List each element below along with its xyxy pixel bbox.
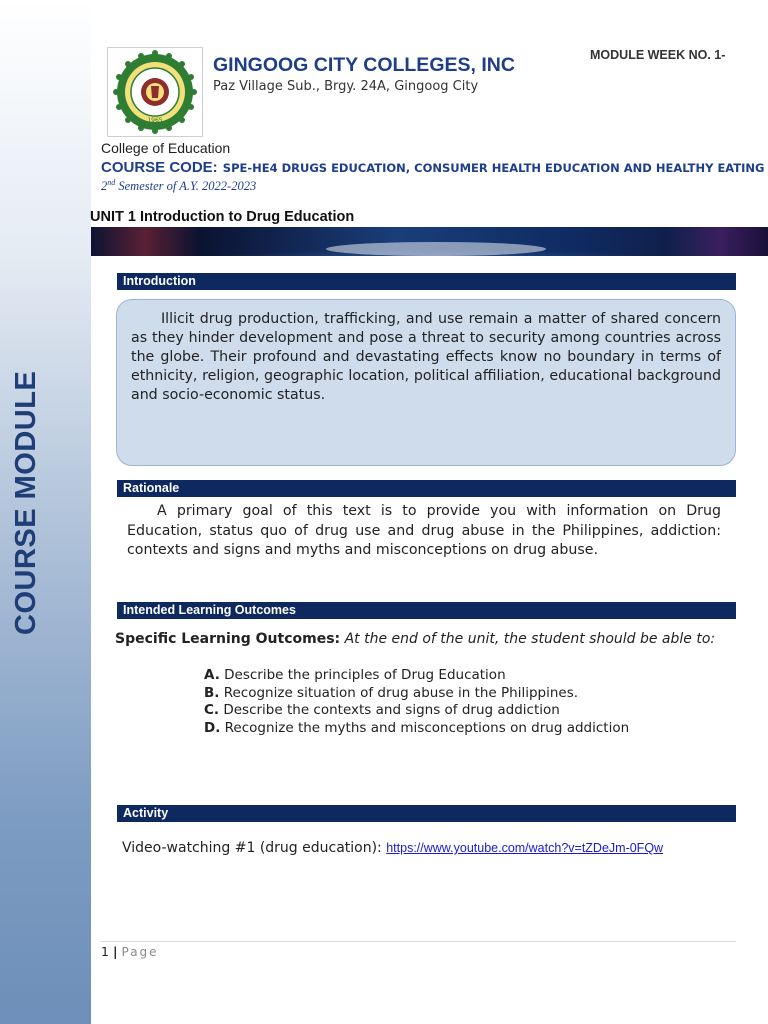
logo-year: 1965 — [147, 117, 163, 124]
list-item: B. Recognize situation of drug abuse in the Philippines. — [204, 684, 579, 701]
activity-text: Video-watching #1 (drug education): https://www.youtube.com/watch?v=tZDeJm-0FQw — [122, 840, 664, 856]
footer-divider — [101, 941, 736, 942]
course-code-label: COURSE CODE: — [101, 159, 218, 176]
list-item: D. Recognize the myths and misconceptions on drug addiction — [204, 719, 630, 736]
college-name: College of Education — [101, 140, 231, 156]
school-name: GINGOOG CITY COLLEGES, INC — [213, 54, 515, 76]
learning-outcomes-header: Intended Learning Outcomes — [117, 602, 736, 619]
specific-learning-outcomes — [115, 631, 715, 647]
page-footer — [101, 944, 159, 959]
page-label: Page — [121, 945, 159, 959]
course-code — [101, 157, 765, 176]
list-item: A. Describe the principles of Drug Education — [204, 667, 506, 683]
specific-outcomes-label: Specific Learning Outcomes: — [115, 631, 341, 647]
page-number: 1 — [101, 944, 109, 959]
objectives-list — [204, 667, 629, 737]
introduction-text: Illicit drug production, trafficking, and use remain a matter of shared concern as they hinder development and pose a threat to security among countries across the globe. Their profound and devastating effects know no boundary in terms of ethnicity, religion, geographic location, political affiliation, educational background and socio-economic status. — [131, 311, 721, 403]
earth-banner — [91, 227, 768, 256]
college-logo — [107, 47, 203, 137]
school-address: Paz Village Sub., Brgy. 24A, Gingoog City — [213, 79, 479, 94]
specific-outcomes-intro: At the end of the unit, the student should be able to: — [344, 631, 716, 647]
list-item: C. Describe the contexts and signs of drug addiction — [204, 702, 560, 718]
module-week: MODULE WEEK NO. 1- — [590, 48, 726, 62]
rationale-text: A primary goal of this text is to provide you with information on Drug Education, status quo of drug use and drug abuse in the Philippines, addiction: contexts and signs and myths and misconceptions on drug abuse. — [127, 503, 721, 558]
sidebar-label: COURSE MODULE — [10, 370, 42, 635]
course-code-value: SPE-HE4 DRUGS EDUCATION, CONSUMER HEALTH EDUCATION AND HEALTHY EATING — [222, 161, 765, 175]
semester: 2nd Semester of A.Y. 2022-2023 — [101, 178, 257, 194]
sidebar — [0, 0, 91, 1024]
rationale-header: Rationale — [117, 480, 736, 497]
video-link[interactable]: https://www.youtube.com/watch?v=tZDeJm-0FQw — [386, 841, 664, 855]
introduction-header: Introduction — [117, 273, 736, 290]
activity-header: Activity — [117, 805, 736, 822]
footer-separator: | — [112, 944, 118, 959]
unit-title: UNIT 1 Introduction to Drug Education — [90, 209, 355, 225]
